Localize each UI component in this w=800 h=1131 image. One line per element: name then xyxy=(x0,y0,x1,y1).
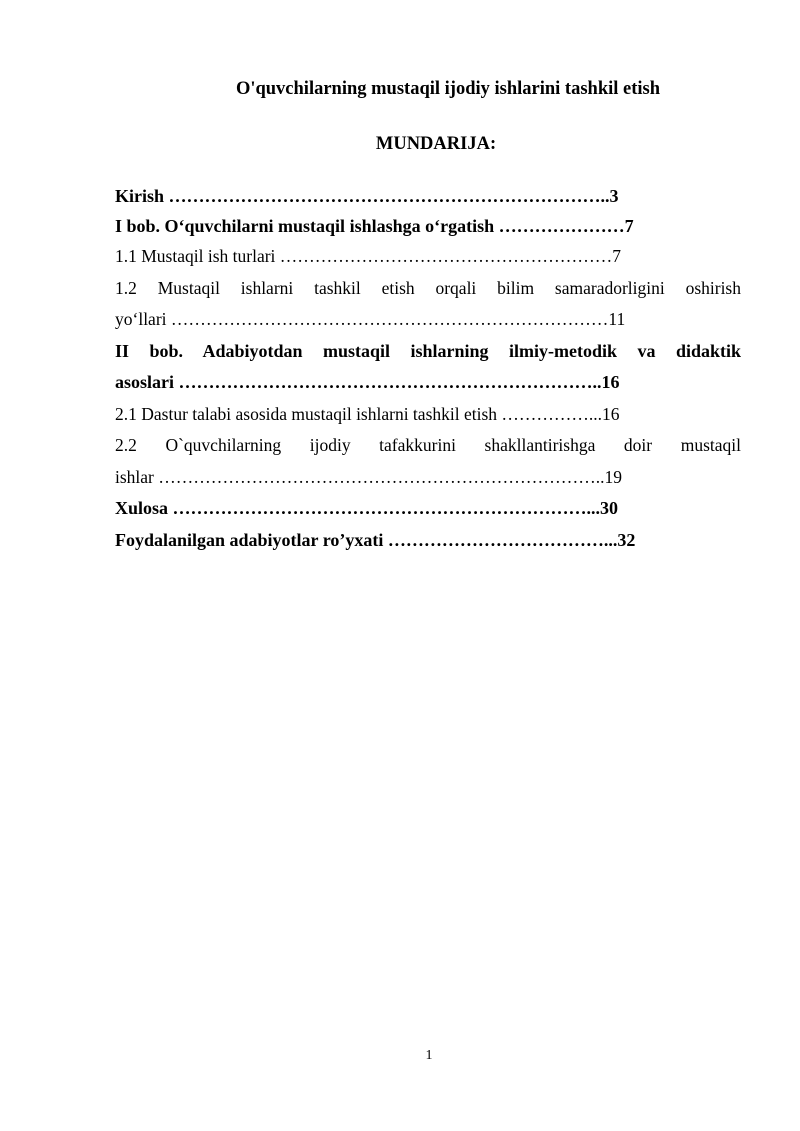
toc-heading: MUNDARIJA: xyxy=(375,134,497,154)
toc-entry-chapter-1: I bob. O‘quvchilarni mustaqil ishlashga o‘rgatish …………………7 xyxy=(115,215,634,236)
toc-entry-section-1-2-line-1: 1.2 Mustaqil ishlarni tashkil etish orqali bilim samaradorligini oshirish xyxy=(115,277,741,298)
page-number: 1 xyxy=(425,1048,433,1063)
toc-entry-section-2-2-line-2: ishlar …………………………………………………………………..19 xyxy=(115,466,623,487)
toc-entry-section-2-2-line-1: 2.2 O`quvchilarning ijodiy tafakkurini shakllantirishga doir mustaqil xyxy=(115,435,741,455)
document-title: O'quvchilarning mustaqil ijodiy ishlarini tashkil etish xyxy=(235,79,661,99)
toc-entry-chapter-2-line-2: asoslari ……………………………………………………………..16 xyxy=(115,372,620,392)
toc-entry-section-2-1: 2.1 Dastur talabi asosida mustaqil ishlarni tashkil etish ……………...16 xyxy=(115,403,620,424)
toc-entry-section-1-1: 1.1 Mustaqil ish turlari …………………………………………………7 xyxy=(115,246,622,266)
toc-entry-kirish: Kirish ………………………………………………………………..3 xyxy=(115,186,619,206)
toc-entry-section-1-2-line-2: yo‘llari …………………………………………………………………11 xyxy=(115,309,626,329)
table-of-contents xyxy=(115,182,741,555)
toc-entry-chapter-2-line-1: II bob. Adabiyotdan mustaqil ishlarning ilmiy-metodik va didaktik xyxy=(115,340,741,361)
toc-entry-xulosa: Xulosa ……………………………………………………………...30 xyxy=(115,498,619,518)
toc-entry-references: Foydalanilgan adabiyotlar ro’yxati ………………………………...32 xyxy=(115,529,636,550)
